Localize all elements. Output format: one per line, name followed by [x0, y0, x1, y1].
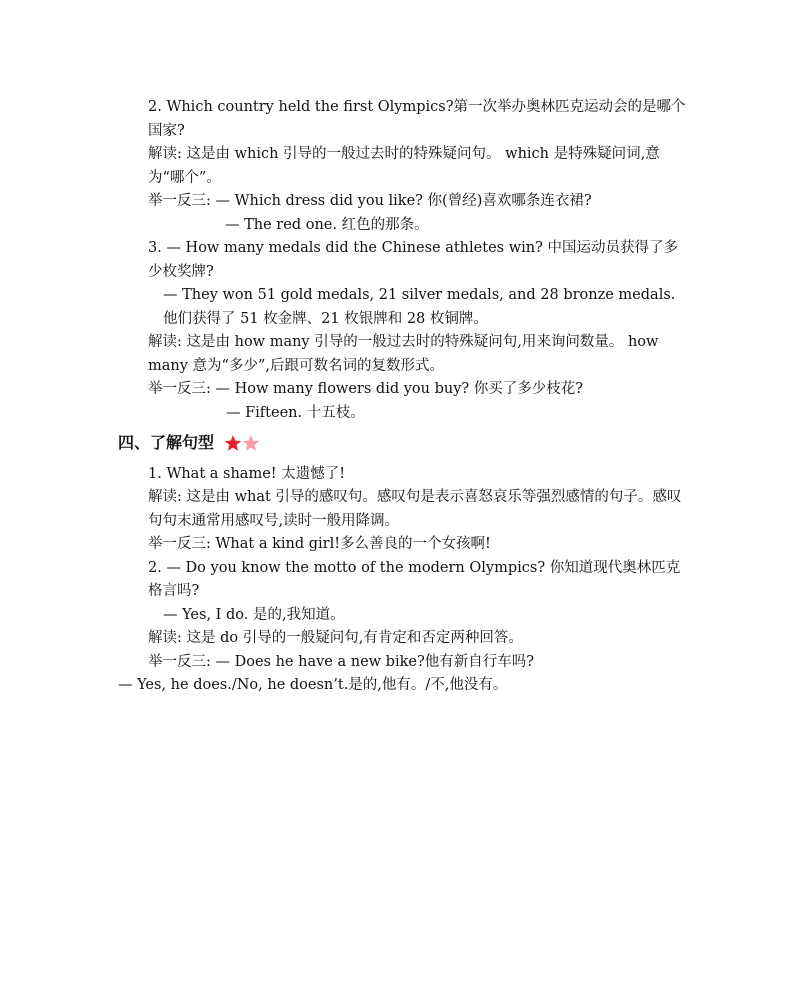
item3-question: 3. — How many medals did the Chinese athletes win? 中国运动员获得了多少枚奖牌?: [148, 240, 678, 280]
difficulty-stars: [224, 434, 260, 452]
star-icon: [224, 434, 242, 452]
s4-item1-example: 举一反三: What a kind girl!多么善良的一个女孩啊!: [148, 536, 491, 552]
s4-item1-analysis: 解读: 这是由 what 引导的感叹句。感叹句是表示喜怒哀乐等强烈感情的句子。感叹句句末通常用感叹号,读时一般用降调。: [148, 489, 682, 529]
section-heading-text: 四、了解句型: [118, 433, 215, 452]
item2-analysis: 解读: 这是由 which 引导的一般过去时的特殊疑问句。 which 是特殊疑问词,意为“哪个”。: [148, 146, 660, 186]
item3-answer: — They won 51 gold medals, 21 silver medals, and 28 bronze medals.他们获得了 51 枚金牌、21 枚银牌和 28 枚铜牌。: [163, 287, 676, 327]
s4-item2-answer: — Yes, I do. 是的,我知道。: [163, 606, 345, 623]
star-icon: [242, 434, 260, 452]
s4-item2-question: 2. — Do you know the motto of the modern Olympics? 你知道现代奥林匹克格言吗?: [148, 559, 681, 599]
item2-example-answer: — The red one. 红色的那条。: [225, 216, 429, 233]
item2-question: 2. Which country held the first Olympics?第一次举办奥林匹克运动会的是哪个国家?: [148, 99, 686, 139]
item3-analysis: 解读: 这是由 how many 引导的一般过去时的特殊疑问句,用来询问数量。 how many 意为“多少”,后跟可数名词的复数形式。: [148, 334, 659, 374]
s4-item1-question: 1. What a shame! 太遗憾了!: [148, 465, 346, 482]
s4-item2-example-answer: — Yes, he does./No, he doesn’t.是的,他有。/不,他没有。: [118, 677, 508, 693]
item3-example-question: 举一反三: — How many flowers did you buy? 你买了多少枝花?: [148, 381, 584, 397]
s4-item2-example-question: 举一反三: — Does he have a new bike?他有新自行车吗?: [148, 653, 535, 670]
section-heading: [118, 431, 688, 455]
s4-item2-analysis: 解读: 这是 do 引导的一般疑问句,有肯定和否定两种回答。: [148, 630, 523, 646]
document-body: [118, 96, 688, 698]
item3-example-answer: — Fifteen. 十五枝。: [226, 404, 365, 421]
item2-example-question: 举一反三: — Which dress did you like? 你(曾经)喜欢哪条连衣裙?: [148, 193, 592, 209]
